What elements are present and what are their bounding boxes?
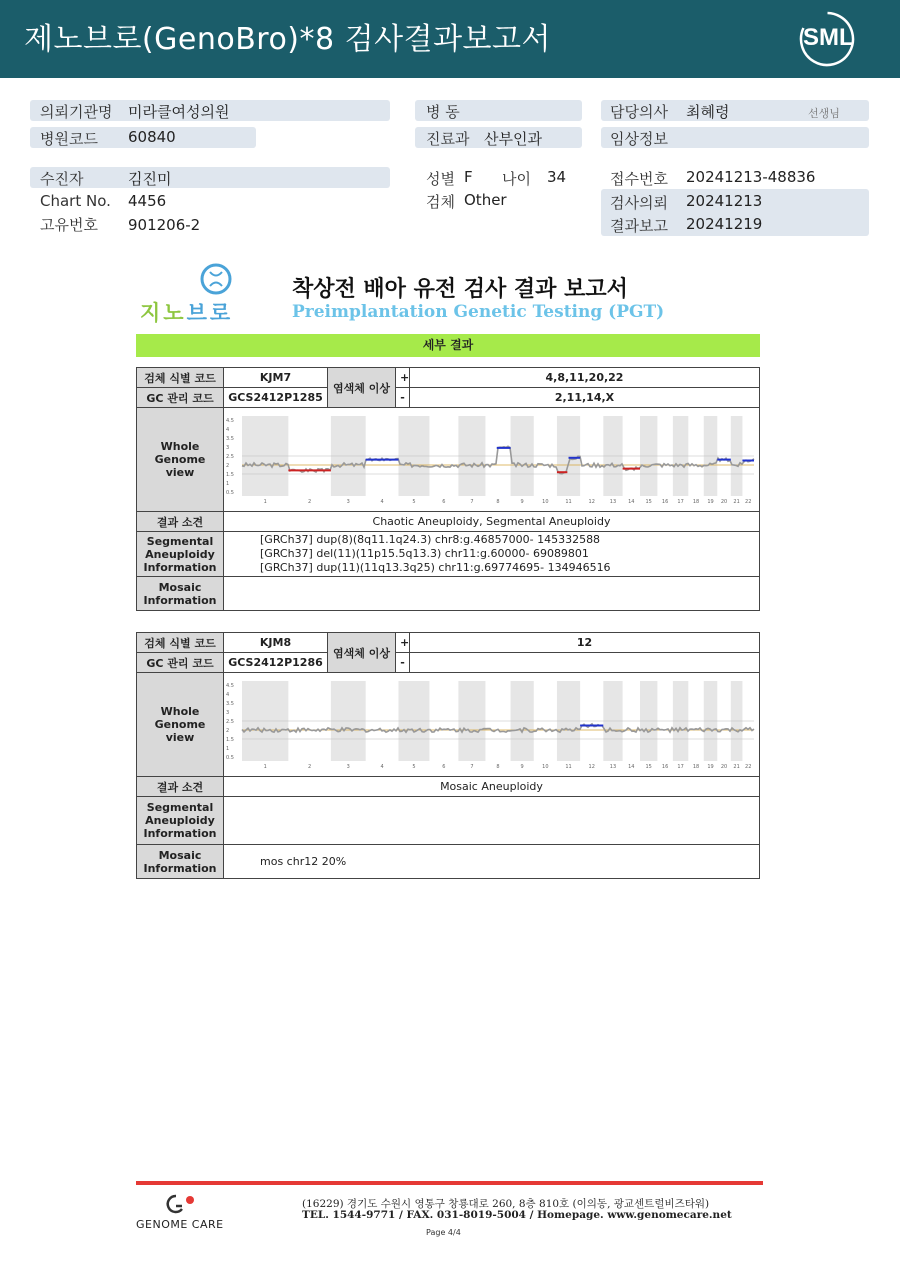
receipt-value: 20241213-48836 (686, 168, 816, 186)
plus-sign: + (396, 368, 410, 388)
x-tick-label: 16 (661, 764, 669, 770)
x-tick-label: 6 (442, 499, 446, 505)
x-tick-label: 5 (412, 764, 416, 770)
y-tick-label: 3.5 (226, 436, 234, 442)
department-value: 산부인과 (484, 130, 542, 148)
plus-sign: + (396, 633, 410, 653)
x-tick-label: 8 (496, 499, 500, 505)
receipt-label: 접수번호 (610, 170, 668, 188)
y-tick-label: 2.5 (226, 454, 234, 460)
genome-plot (224, 673, 758, 773)
segmental-info (224, 532, 760, 577)
x-tick-label: 15 (645, 499, 652, 505)
section-header: 세부 결과 (136, 334, 760, 357)
loss-chromosomes (410, 653, 760, 673)
x-tick-label: 21 (733, 764, 740, 770)
report-date-value: 20241219 (686, 215, 763, 233)
y-tick-label: 1 (226, 746, 230, 752)
x-tick-label: 9 (520, 499, 524, 505)
whole-genome-label: Whole Genome view (137, 408, 224, 512)
gc-code-label: GC 관리 코드 (137, 388, 224, 408)
x-tick-label: 17 (677, 499, 684, 505)
name-value: 김진미 (128, 170, 172, 188)
segmental-info (224, 797, 760, 845)
segmental-line: [GRCh37] dup(11)(11q13.3q25) chr11:g.69774695- 134946516 (260, 561, 611, 574)
segmental-line: [GRCh37] del(11)(11p15.5q13.3) chr11:g.60000- 69089801 (260, 547, 589, 560)
segmental-line: [GRCh37] dup(8)(8q11.1q24.3) chr8:g.46857000- 145332588 (260, 533, 601, 546)
uid-value: 901206-2 (128, 216, 201, 234)
x-tick-label: 14 (628, 764, 635, 770)
doctor-label: 담당의사 (610, 103, 668, 121)
request-value: 20241213 (686, 192, 763, 210)
header-banner (0, 0, 900, 78)
age-label: 나이 (502, 170, 531, 188)
x-tick-label: 16 (661, 499, 669, 505)
result-table-sample-2 (136, 632, 760, 879)
mosaic-info (224, 577, 760, 611)
result-table-sample-1 (136, 367, 760, 611)
y-tick-label: 3 (226, 445, 230, 451)
x-tick-label: 10 (542, 499, 549, 505)
y-tick-label: 0.5 (226, 755, 234, 761)
x-tick-label: 11 (565, 499, 572, 505)
genobro-logo-text (140, 297, 233, 327)
chart-label: Chart No. (40, 192, 111, 210)
x-tick-label: 9 (520, 764, 524, 770)
name-field (30, 167, 390, 188)
genome-plot-cell (224, 673, 760, 777)
sml-logo-text: SML (803, 24, 854, 51)
name-label: 수진자 (40, 170, 84, 188)
institution-value: 미라클여성의원 (128, 103, 230, 121)
gain-chromosomes: 12 (410, 633, 760, 653)
department-label: 진료과 (426, 130, 470, 148)
x-tick-label: 18 (692, 499, 700, 505)
report-title: 착상전 배아 유전 검사 결과 보고서 (292, 277, 628, 302)
x-tick-label: 19 (707, 499, 714, 505)
mosaic-label: Mosaic Information (137, 845, 224, 879)
genome-plot (224, 408, 758, 508)
age-value: 34 (547, 168, 567, 186)
sample-code-value: KJM8 (224, 633, 328, 653)
y-tick-label: 1.5 (226, 737, 234, 743)
x-tick-label: 22 (745, 764, 752, 770)
minus-sign: - (396, 653, 410, 673)
sample-code-value: KJM7 (224, 368, 328, 388)
report-subtitle: Preimplantation Genetic Testing (PGT) (292, 302, 665, 322)
y-tick-label: 4 (226, 692, 230, 698)
segmental-label: Segmental Aneuploidy Information (137, 797, 224, 845)
x-tick-label: 7 (470, 499, 474, 505)
finding-label: 결과 소견 (137, 777, 224, 797)
x-tick-label: 10 (542, 764, 549, 770)
finding-value: Chaotic Aneuploidy, Segmental Aneuploidy (224, 512, 760, 532)
specimen-label: 검체 (426, 193, 455, 211)
footer-contact: TEL. 1544-9771 / FAX. 031-8019-5004 / Homepage. www.genomecare.net (302, 1209, 732, 1221)
x-tick-label: 11 (565, 764, 572, 770)
y-tick-label: 3.5 (226, 701, 234, 707)
x-tick-label: 3 (346, 764, 350, 770)
x-tick-label: 12 (588, 499, 595, 505)
clinical-label: 임상정보 (610, 130, 668, 148)
x-tick-label: 17 (677, 764, 684, 770)
sex-label: 성별 (426, 170, 455, 188)
x-tick-label: 20 (720, 764, 728, 770)
logo-text-part2: 브로 (186, 301, 234, 325)
hospital-code-value: 60840 (128, 128, 176, 146)
chrom-abnormal-label: 염색체 이상 (328, 633, 396, 673)
chart-value: 4456 (128, 192, 167, 210)
minus-sign: - (396, 388, 410, 408)
report-date-label: 결과보고 (610, 217, 668, 235)
x-tick-label: 13 (609, 764, 617, 770)
y-tick-label: 4.5 (226, 418, 234, 424)
whole-genome-label: Whole Genome view (137, 673, 224, 777)
uid-label: 고유번호 (40, 216, 98, 234)
x-tick-label: 8 (496, 764, 500, 770)
x-tick-label: 2 (308, 764, 312, 770)
y-tick-label: 1.5 (226, 472, 234, 478)
y-tick-label: 4 (226, 427, 230, 433)
x-tick-label: 12 (588, 764, 595, 770)
sex-value: F (464, 168, 473, 186)
segmental-label: Segmental Aneuploidy Information (137, 532, 224, 577)
x-tick-label: 5 (412, 499, 416, 505)
institution-label: 의뢰기관명 (40, 103, 113, 121)
y-tick-label: 2.5 (226, 719, 234, 725)
x-tick-label: 13 (609, 499, 617, 505)
x-tick-label: 4 (380, 499, 384, 505)
x-tick-label: 21 (733, 499, 740, 505)
chrom-abnormal-label: 염색체 이상 (328, 368, 396, 408)
gc-code-value: GCS2412P1285 (224, 388, 328, 408)
gain-chromosomes: 4,8,11,20,22 (410, 368, 760, 388)
x-tick-label: 2 (308, 499, 312, 505)
mosaic-label: Mosaic Information (137, 577, 224, 611)
y-tick-label: 2 (226, 463, 230, 469)
y-tick-label: 3 (226, 710, 230, 716)
footer-address: (16229) 경기도 수원시 영통구 창룡대로 260, 8층 810호 (이의동, 광교센트럴비즈타워) (302, 1198, 710, 1210)
y-tick-label: 2 (226, 728, 230, 734)
x-tick-label: 15 (645, 764, 652, 770)
report-header-title: 제노브로(GenoBro)*8 검사결과보고서 (24, 22, 551, 57)
footer-divider (136, 1181, 763, 1185)
genome-care-name: GENOME CARE (136, 1218, 224, 1231)
doctor-suffix: 선생님 (808, 107, 840, 120)
x-tick-label: 3 (346, 499, 350, 505)
finding-label: 결과 소견 (137, 512, 224, 532)
x-tick-label: 4 (380, 764, 384, 770)
genome-care-logo-icon (160, 1192, 202, 1216)
genome-plot-cell (224, 408, 760, 512)
finding-value: Mosaic Aneuploidy (224, 777, 760, 797)
request-label: 검사의뢰 (610, 194, 668, 212)
x-tick-label: 22 (745, 499, 752, 505)
x-tick-label: 1 (263, 499, 267, 505)
y-tick-label: 1 (226, 481, 230, 487)
x-tick-label: 20 (720, 499, 728, 505)
x-tick-label: 7 (470, 764, 474, 770)
genobro-logo-icon (196, 262, 236, 298)
logo-text-part1: 지노 (140, 301, 187, 325)
hospital-code-label: 병원코드 (40, 130, 98, 148)
gc-code-label: GC 관리 코드 (137, 653, 224, 673)
sample-code-label: 검체 식별 코드 (137, 368, 224, 388)
x-tick-label: 14 (628, 499, 635, 505)
y-tick-label: 4.5 (226, 683, 234, 689)
ward-label: 병 동 (426, 103, 460, 121)
loss-chromosomes: 2,11,14,X (410, 388, 760, 408)
x-tick-label: 19 (707, 764, 714, 770)
mosaic-info: mos chr12 20% (224, 845, 760, 879)
page-number: Page 4/4 (426, 1228, 461, 1237)
doctor-value: 최혜령 (686, 103, 730, 121)
gc-code-value: GCS2412P1286 (224, 653, 328, 673)
sample-code-label: 검체 식별 코드 (137, 633, 224, 653)
y-tick-label: 0.5 (226, 490, 234, 496)
specimen-value: Other (464, 191, 507, 209)
x-tick-label: 1 (263, 764, 267, 770)
x-tick-label: 6 (442, 764, 446, 770)
x-tick-label: 18 (692, 764, 700, 770)
